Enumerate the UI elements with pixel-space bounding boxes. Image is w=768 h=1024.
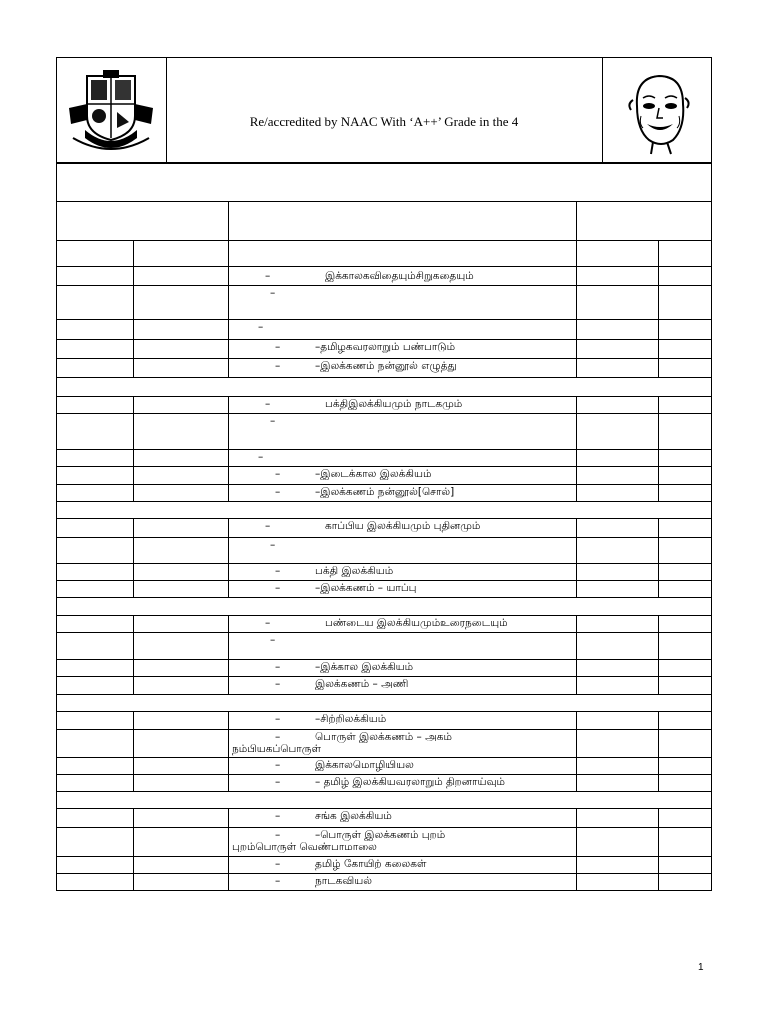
table-row-rule — [56, 501, 712, 502]
row-dash: – — [265, 270, 271, 282]
table-row-rule — [56, 580, 712, 581]
table-column-rule — [228, 413, 229, 449]
table-row-rule — [56, 615, 712, 616]
row-topic-text: –இடைக்கால இலக்கியம் — [315, 468, 432, 480]
row-topic-text: பண்டைய இலக்கியமும்உரைநடையும் — [325, 617, 508, 629]
row-dash: – — [265, 398, 271, 410]
row-topic-text: – தமிழ் இலக்கியவரலாறும் திறனாய்வும் — [315, 776, 505, 788]
row-dash: – — [275, 486, 281, 498]
row-topic-text: காப்பிய இலக்கியமும் புதினமும் — [325, 520, 481, 532]
table-column-rule — [228, 396, 229, 413]
table-column-rule — [228, 518, 229, 537]
table-column-rule — [133, 856, 134, 873]
table-column-rule — [228, 339, 229, 358]
row-topic-text: –இலக்கணம் நன்னூல்[சொல்] — [315, 486, 455, 498]
table-column-rule — [658, 873, 659, 890]
table-column-rule — [228, 563, 229, 580]
table-row-rule — [56, 377, 712, 378]
row-topic-text: –பொருள் இலக்கணம் புறம் — [315, 829, 446, 841]
table-row-rule — [56, 339, 712, 340]
table-row-rule — [56, 694, 712, 695]
table-column-rule — [658, 358, 659, 377]
document-header — [56, 57, 712, 163]
table-column-rule — [228, 711, 229, 729]
table-column-rule — [228, 537, 229, 563]
row-dash: – — [275, 341, 281, 353]
table-column-rule — [133, 537, 134, 563]
table-column-rule — [228, 827, 229, 856]
table-column-rule — [576, 856, 577, 873]
table-column-rule — [658, 632, 659, 659]
table-column-rule — [133, 413, 134, 449]
table-column-rule — [133, 711, 134, 729]
table-column-rule — [576, 659, 577, 676]
table-column-rule — [228, 580, 229, 597]
row-topic-text-continued: நம்பியகப்பொருள் — [232, 743, 321, 755]
row-dash: – — [270, 634, 276, 646]
table-column-rule — [658, 676, 659, 694]
table-column-rule — [133, 729, 134, 757]
page-number: 1 — [698, 962, 704, 973]
table-row-rule — [56, 757, 712, 758]
table-row-rule — [56, 632, 712, 633]
table-row-rule — [56, 449, 712, 450]
row-dash: – — [275, 829, 281, 841]
row-dash: – — [275, 759, 281, 771]
row-dash: – — [265, 617, 271, 629]
table-column-rule — [228, 358, 229, 377]
table-column-rule — [133, 808, 134, 827]
table-column-rule — [576, 632, 577, 659]
row-topic-text: –தமிழகவரலாறும் பண்பாடும் — [315, 341, 456, 353]
table-row-rule — [56, 597, 712, 598]
table-column-rule — [576, 774, 577, 791]
table-column-rule — [658, 449, 659, 466]
table-column-rule — [228, 615, 229, 632]
table-column-rule — [576, 808, 577, 827]
table-row-rule — [56, 484, 712, 485]
table-column-rule — [133, 676, 134, 694]
table-column-rule — [133, 774, 134, 791]
table-column-rule — [658, 711, 659, 729]
row-topic-text: நாடகவியல் — [315, 875, 372, 887]
table-column-rule — [133, 518, 134, 537]
row-topic-text: –இக்கால இலக்கியம் — [315, 661, 414, 673]
portrait-sketch-icon — [617, 66, 701, 156]
row-dash: – — [270, 539, 276, 551]
table-column-rule — [133, 873, 134, 890]
table-column-rule — [576, 757, 577, 774]
table-column-rule — [133, 659, 134, 676]
table-column-rule — [658, 615, 659, 632]
table-column-rule — [576, 339, 577, 358]
table-column-rule — [133, 563, 134, 580]
table-column-rule — [228, 774, 229, 791]
row-dash: – — [258, 321, 264, 333]
table-column-rule — [133, 339, 134, 358]
table-row-rule — [56, 396, 712, 397]
row-dash: – — [258, 451, 264, 463]
row-topic-text: –இலக்கணம் நன்னூல் எழுத்து — [315, 360, 457, 372]
table-column-rule — [658, 659, 659, 676]
table-column-rule — [658, 466, 659, 484]
table-column-rule — [658, 413, 659, 449]
table-column-rule — [133, 285, 134, 319]
row-dash: – — [275, 468, 281, 480]
table-column-rule — [576, 358, 577, 377]
row-dash: – — [275, 661, 281, 673]
row-topic-text: இக்காலகவிதையும்சிறுகதையும் — [325, 270, 474, 282]
table-column-rule — [228, 808, 229, 827]
table-column-rule — [658, 757, 659, 774]
table-column-rule — [228, 659, 229, 676]
table-column-rule — [133, 580, 134, 597]
table-column-rule — [658, 580, 659, 597]
row-dash: – — [265, 520, 271, 532]
university-emblem-icon — [65, 68, 157, 152]
table-row-rule — [56, 729, 712, 730]
table-column-rule — [576, 484, 577, 501]
table-column-rule — [576, 466, 577, 484]
table-row-rule — [56, 285, 712, 286]
table-column-rule — [658, 774, 659, 791]
table-column-rule — [658, 518, 659, 537]
table-column-rule — [228, 266, 229, 285]
row-topic-text: –சிற்றிலக்கியம் — [315, 713, 387, 725]
table-column-rule — [576, 563, 577, 580]
table-column-rule — [228, 757, 229, 774]
table-column-rule — [228, 240, 229, 266]
table-column-rule — [658, 484, 659, 501]
table-row-rule — [56, 659, 712, 660]
table-row-rule — [56, 266, 712, 267]
table-row-rule — [56, 466, 712, 467]
table-column-rule — [228, 484, 229, 501]
table-column-rule — [228, 449, 229, 466]
table-row-rule — [56, 201, 712, 202]
table-column-rule — [133, 396, 134, 413]
table-column-rule — [228, 285, 229, 319]
row-dash: – — [275, 713, 281, 725]
table-row-rule — [56, 774, 712, 775]
header-title: Re/accredited by NAAC With ‘A++’ Grade in the 4 — [249, 114, 519, 129]
table-column-rule — [576, 537, 577, 563]
table-column-rule — [658, 266, 659, 285]
table-column-rule — [133, 466, 134, 484]
row-topic-text: சங்க இலக்கியம் — [315, 810, 392, 822]
row-dash: – — [270, 415, 276, 427]
table-column-rule — [576, 676, 577, 694]
row-dash: – — [275, 678, 281, 690]
table-column-rule — [576, 580, 577, 597]
table-row-rule — [56, 873, 712, 874]
table-row-rule — [56, 319, 712, 320]
table-row-rule — [56, 358, 712, 359]
table-column-rule — [576, 396, 577, 413]
table-column-rule — [133, 358, 134, 377]
row-dash: – — [275, 360, 281, 372]
table-column-rule — [228, 873, 229, 890]
table-column-rule — [133, 827, 134, 856]
table-column-rule — [658, 856, 659, 873]
table-column-rule — [133, 266, 134, 285]
row-topic-text: பக்திஇலக்கியமும் நாடகமும் — [325, 398, 463, 410]
table-column-rule — [133, 615, 134, 632]
table-column-rule — [576, 711, 577, 729]
table-column-rule — [133, 449, 134, 466]
table-column-rule — [133, 632, 134, 659]
row-topic-text: பொருள் இலக்கணம் – அகம் — [315, 731, 452, 743]
table-column-rule — [576, 827, 577, 856]
table-column-rule — [658, 827, 659, 856]
table-column-rule — [658, 396, 659, 413]
table-column-rule — [228, 201, 229, 240]
table-column-rule — [576, 518, 577, 537]
table-row-rule — [56, 791, 712, 792]
table-column-rule — [576, 285, 577, 319]
table-row-rule — [56, 711, 712, 712]
table-row-rule — [56, 413, 712, 414]
row-topic-text-continued: புறம்பொருள் வெண்பாமாலை — [232, 841, 377, 853]
table-row-rule — [56, 240, 712, 241]
table-column-rule — [133, 757, 134, 774]
row-dash: – — [275, 776, 281, 788]
table-column-rule — [228, 729, 229, 757]
row-dash: – — [270, 287, 276, 299]
row-topic-text: –இலக்கணம் – யாப்பு — [315, 582, 417, 594]
table-column-rule — [658, 339, 659, 358]
table-column-rule — [576, 615, 577, 632]
table-column-rule — [133, 484, 134, 501]
table-row-rule — [56, 808, 712, 809]
table-row-rule — [56, 537, 712, 538]
table-row-rule — [56, 856, 712, 857]
table-column-rule — [658, 563, 659, 580]
table-column-rule — [576, 319, 577, 339]
header-divider — [166, 58, 167, 162]
row-topic-text: தமிழ் கோயிற் கலைகள் — [315, 858, 427, 870]
header-divider — [602, 58, 603, 162]
table-column-rule — [576, 201, 577, 240]
table-column-rule — [658, 319, 659, 339]
table-column-rule — [576, 266, 577, 285]
table-row-rule — [56, 563, 712, 564]
table-column-rule — [658, 729, 659, 757]
table-border — [56, 163, 57, 890]
table-column-rule — [576, 240, 577, 266]
row-topic-text: இக்காலமொழியியல — [315, 759, 414, 771]
table-column-rule — [658, 537, 659, 563]
table-column-rule — [228, 632, 229, 659]
table-column-rule — [658, 808, 659, 827]
table-row-rule — [56, 827, 712, 828]
table-column-rule — [658, 285, 659, 319]
table-column-rule — [228, 676, 229, 694]
table-column-rule — [576, 729, 577, 757]
row-dash: – — [275, 731, 281, 743]
row-topic-text: பக்தி இலக்கியம் — [315, 565, 394, 577]
table-row-rule — [56, 163, 712, 164]
row-dash: – — [275, 810, 281, 822]
row-dash: – — [275, 875, 281, 887]
table-column-rule — [228, 856, 229, 873]
table-column-rule — [658, 240, 659, 266]
row-topic-text: இலக்கணம் – அணி — [315, 678, 409, 690]
table-row-rule — [56, 676, 712, 677]
table-border — [711, 163, 712, 890]
table-column-rule — [133, 319, 134, 339]
table-column-rule — [228, 319, 229, 339]
table-column-rule — [133, 240, 134, 266]
table-row-rule — [56, 518, 712, 519]
table-column-rule — [576, 413, 577, 449]
table-column-rule — [576, 873, 577, 890]
table-column-rule — [228, 466, 229, 484]
row-dash: – — [275, 565, 281, 577]
table-column-rule — [576, 449, 577, 466]
row-dash: – — [275, 582, 281, 594]
row-dash: – — [275, 858, 281, 870]
table-row-rule — [56, 890, 712, 891]
